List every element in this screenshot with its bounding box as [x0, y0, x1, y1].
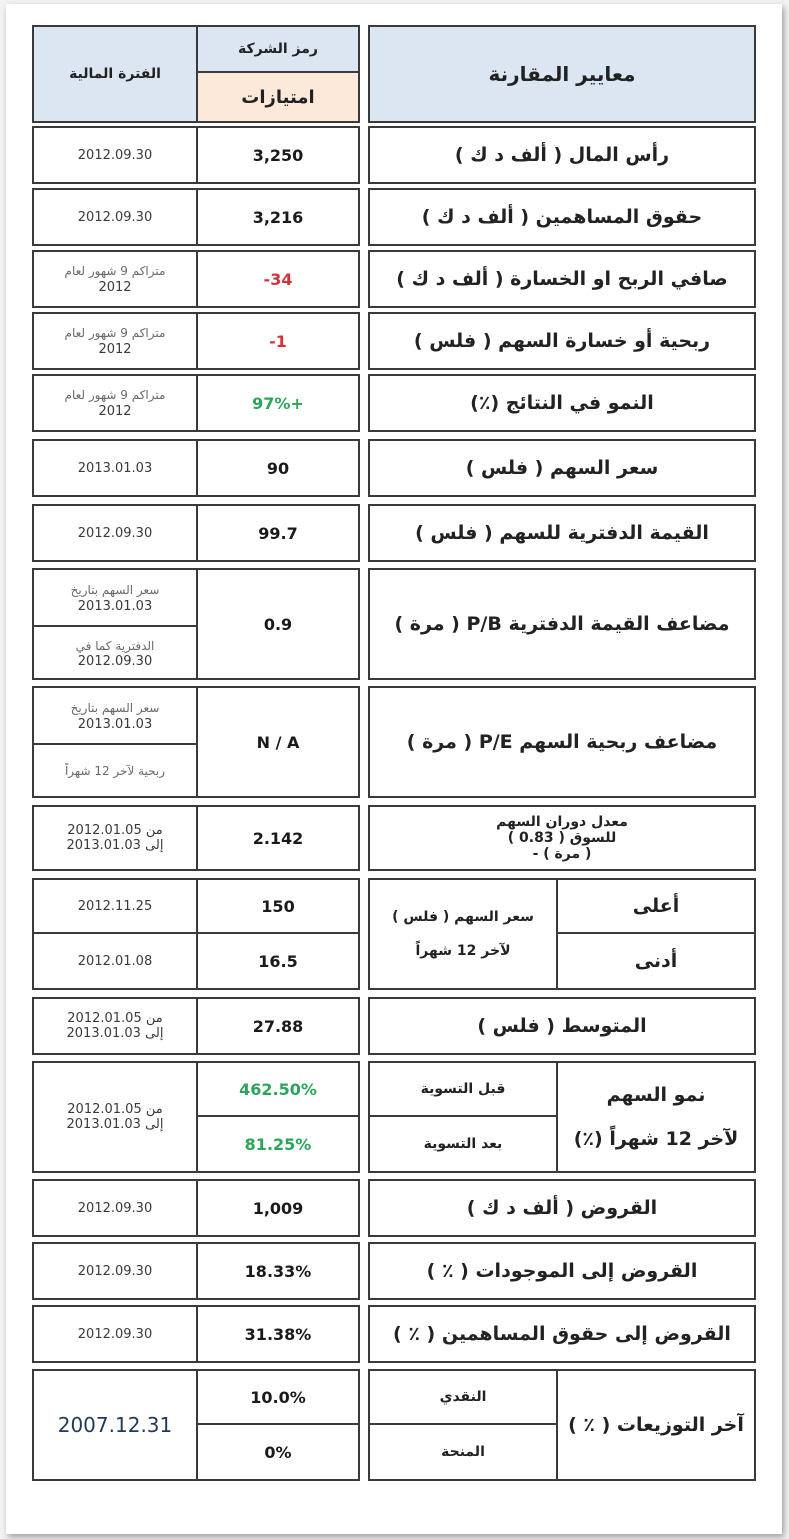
turnover-period: من 2012.01.05 إلى 2013.01.03	[32, 805, 198, 871]
pb-metric: مضاعف القيمة الدفترية P/B ( مرة )	[368, 568, 756, 680]
loans-equity-value: 31.38%	[196, 1305, 360, 1363]
dividends-period: 2007.12.31	[32, 1369, 198, 1481]
average-period: من 2012.01.05 إلى 2013.01.03	[32, 997, 198, 1055]
loans-assets-period: 2012.09.30	[32, 1242, 198, 1300]
results-growth-value: 97%+	[196, 374, 360, 432]
growth-after-label: بعد التسوية	[368, 1115, 558, 1173]
dividends-group: آخر التوزيعات ( ٪ )	[556, 1369, 756, 1481]
loans-period: 2012.09.30	[32, 1179, 198, 1237]
pb-note-price: سعر السهم بتاريخ 2013.01.03	[70, 583, 160, 614]
book-value-value: 99.7	[196, 504, 360, 562]
loans-assets-value: 18.33%	[196, 1242, 360, 1300]
company-code-value: امتيازات	[241, 86, 315, 108]
pe-metric: مضاعف ربحية السهم P/E ( مرة )	[368, 686, 756, 798]
dividend-cash-value: 10.0%	[196, 1369, 360, 1425]
net-profit-value: -34	[196, 250, 360, 308]
turnover-value: 2.142	[196, 805, 360, 871]
high-value: 150	[196, 878, 360, 934]
eps-value: -1	[196, 312, 360, 370]
header-company-code	[196, 71, 360, 123]
eps-period: متراكم 9 شهور لعام 2012	[32, 312, 198, 370]
growth-before-value: 462.50%	[196, 1061, 360, 1117]
header-period	[32, 25, 198, 123]
header-period-label: الفترة المالية	[69, 66, 161, 82]
capital-period: 2012.09.30	[32, 126, 198, 184]
low-date: 2012.01.08	[32, 932, 198, 990]
capital-metric: رأس المال ( ألف د ك )	[368, 126, 756, 184]
pe-note-price: سعر السهم بتاريخ 2013.01.03	[70, 701, 160, 732]
pb-period	[32, 568, 198, 680]
share-growth-group: نمو السهم لآخر 12 شهراً (٪)	[556, 1061, 756, 1173]
dividend-cash-label: النقدي	[368, 1369, 558, 1425]
pe-value: N / A	[196, 686, 360, 798]
low-value: 16.5	[196, 932, 360, 990]
eps-metric: ربحية أو خسارة السهم ( فلس )	[368, 312, 756, 370]
loans-metric: القروض ( ألف د ك )	[368, 1179, 756, 1237]
share-price-value: 90	[196, 439, 360, 497]
equity-period: 2012.09.30	[32, 188, 198, 246]
comparison-sheet	[6, 4, 782, 1534]
dividend-bonus-label: المنحة	[368, 1423, 558, 1481]
results-growth-metric: النمو في النتائج (٪)	[368, 374, 756, 432]
pb-value: 0.9	[196, 568, 360, 680]
average-value: 27.88	[196, 997, 360, 1055]
loans-value: 1,009	[196, 1179, 360, 1237]
capital-value: 3,250	[196, 126, 360, 184]
equity-value: 3,216	[196, 188, 360, 246]
book-value-metric: القيمة الدفترية للسهم ( فلس )	[368, 504, 756, 562]
net-profit-metric: صافي الربح او الخسارة ( ألف د ك )	[368, 250, 756, 308]
company-code-label: رمز الشركة	[238, 41, 318, 57]
loans-equity-metric: القروض إلى حقوق المساهمين ( ٪ )	[368, 1305, 756, 1363]
low-label: أدنى	[556, 932, 756, 990]
equity-metric: حقوق المساهمين ( ألف د ك )	[368, 188, 756, 246]
loans-equity-period: 2012.09.30	[32, 1305, 198, 1363]
growth-after-value: 81.25%	[196, 1115, 360, 1173]
share-price-metric: سعر السهم ( فلس )	[368, 439, 756, 497]
growth-before-label: قبل التسوية	[368, 1061, 558, 1117]
pb-note-book: الدفترية كما في 2012.09.30	[75, 638, 155, 670]
net-profit-period: متراكم 9 شهور لعام 2012	[32, 250, 198, 308]
average-metric: المتوسط ( فلس )	[368, 997, 756, 1055]
results-growth-period: متراكم 9 شهور لعام 2012	[32, 374, 198, 432]
header-criteria	[368, 25, 756, 123]
pe-note-eps: ربحية لآخر 12 شهراً	[64, 764, 166, 779]
high-label: أعلى	[556, 878, 756, 934]
header-company-code-label	[196, 25, 360, 73]
price-range-group: سعر السهم ( فلس ) لآخر 12 شهراً	[368, 878, 558, 990]
loans-assets-metric: القروض إلى الموجودات ( ٪ )	[368, 1242, 756, 1300]
criteria-title: معايير المقارنة	[488, 62, 636, 86]
turnover-metric: معدل دوران السهم للسوق ( 0.83 ) ( مرة ) -	[368, 805, 756, 871]
dividend-bonus-value: 0%	[196, 1423, 360, 1481]
high-date: 2012.11.25	[32, 878, 198, 934]
share-growth-period: من 2012.01.05 إلى 2013.01.03	[32, 1061, 198, 1173]
share-price-period: 2013.01.03	[32, 439, 198, 497]
pe-period	[32, 686, 198, 798]
book-value-period: 2012.09.30	[32, 504, 198, 562]
